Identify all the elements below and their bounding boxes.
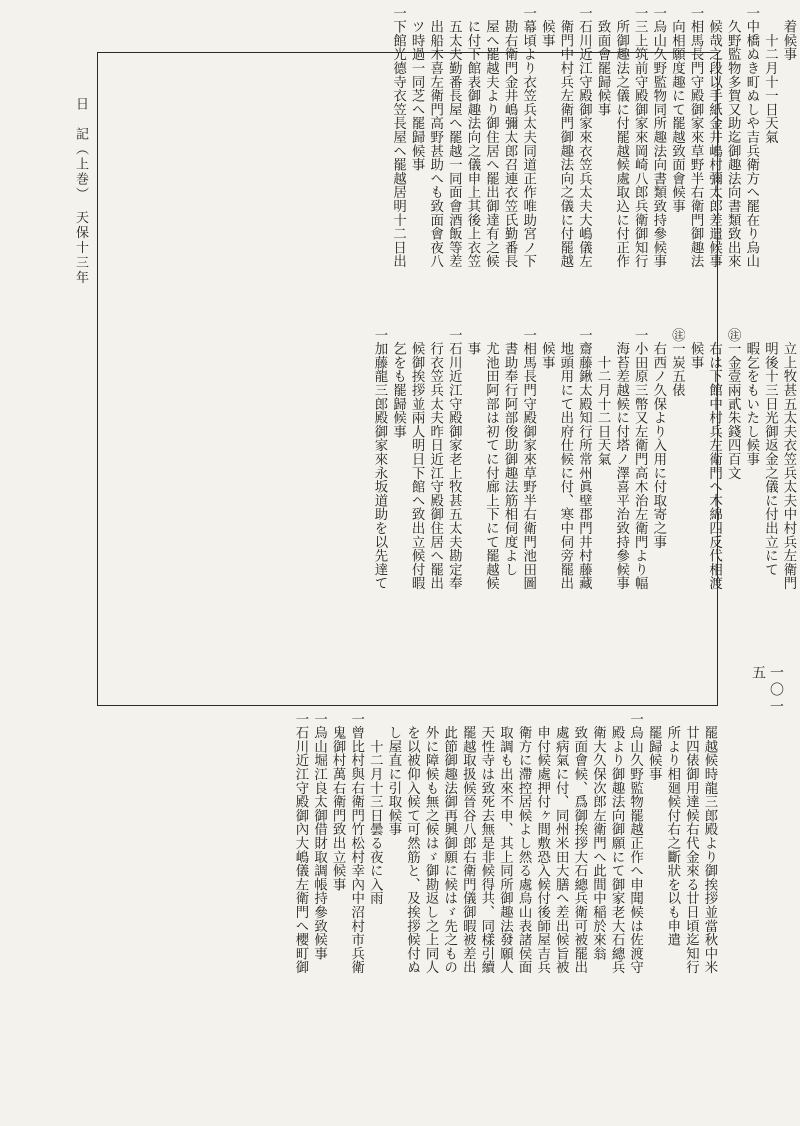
- text-column: 廿四俵御用達候右代金來る廿日頃迄知行: [683, 712, 699, 975]
- text-column: 殿より御趣法向御願にて御家老大石總兵: [609, 712, 625, 975]
- text-column: 一烏山久野監物同所趣法向書類致持參候事: [650, 6, 666, 269]
- text-column: 行衣笠兵太夫昨日近江守殿御住居へ罷出: [427, 328, 443, 591]
- text-column: 十二月十二日天氣: [595, 328, 611, 466]
- text-column: 久野監物多賀又助迄御趣法向書類致出來: [725, 6, 741, 269]
- text-column: 所より相廻候付右之斷狀を以も申遣: [664, 712, 680, 947]
- text-column: 取調も出來不申、其上同所御趣法發願人: [497, 712, 513, 975]
- text-column: 十二月十三日曇る夜に入雨: [367, 712, 383, 906]
- text-column: 一下館光德寺衣笠長屋へ罷越居明十二日出: [390, 6, 406, 269]
- upper-text-block: [100, 6, 797, 324]
- text-column: 一石川近江守殿御內大嶋儀左衛門へ櫻町御: [292, 712, 308, 975]
- text-column: 明後十三日光御返金之儀に付出立にて: [762, 328, 778, 577]
- text-column: 一烏山堀江良太御借財取調帳持參致候事: [311, 712, 327, 961]
- text-column: 罷歸候事: [646, 712, 662, 781]
- text-column: 候事: [539, 6, 555, 48]
- page-number: 一〇一五: [750, 665, 784, 716]
- text-column: 暇乞をもいたし候事: [743, 328, 759, 466]
- text-column: 屋へ罷越夫より御住居へ罷出御達有之候: [483, 6, 499, 269]
- text-column: 乞をも罷歸候事: [390, 328, 406, 439]
- text-column: 罷越候時龍三郎殿より御挨拶並當秋中米: [702, 712, 717, 975]
- running-header: 日 記（上巻） 天保十三年: [73, 97, 88, 286]
- text-column: 書助奉行阿部俊助御趣法筋相伺度よし: [502, 328, 518, 577]
- text-column: 五太夫勤番長屋へ罷越一同面會酒飯等差: [446, 6, 462, 269]
- text-column: 右は下館中村兵左衛門へ木綿四反代相渡: [706, 328, 722, 591]
- text-column: 着候事: [781, 6, 796, 62]
- text-column: 尤池田阿部は初てに付廊上下にて罷越候: [483, 328, 499, 591]
- text-column: 一齋藤鍬太殿知行所常州眞壁郡門井村藤藏: [576, 328, 592, 591]
- text-column: 右西ノ久保より入用に付取寄之事: [650, 328, 666, 549]
- text-column: 天性寺は致死去無是非候得共、同樣引續: [478, 712, 494, 975]
- text-column: 一曾比村與右衛門竹松村幸內中沼村市兵衛: [348, 712, 364, 975]
- text-column: 外に障候も無之候はゞ御勘返し之上同人: [423, 712, 439, 975]
- text-column: 衛門中村兵左衛門御趣法向之儀に付罷越: [557, 6, 573, 269]
- text-column: を以被仰入候て可然筋と、及挨拶候付ぬ: [404, 712, 420, 975]
- text-column: 一相馬長門守殿御家來草野半右衛門御趣法: [688, 6, 704, 269]
- text-column: 致面會候、爲御挨拶大石總兵衛可被罷出: [571, 712, 587, 975]
- text-column: 此節御趣法御再興御願に候はゞ先之もの: [441, 712, 457, 975]
- text-column: 候御挨拶並兩人明日下館へ致出立候付暇: [409, 328, 425, 591]
- text-column: ㊟一金壹兩貳朱錢四百文: [725, 328, 741, 480]
- text-column: 海苔差越候に付塔ノ澤喜平治致持參候事: [613, 328, 629, 591]
- text-column: 致面會罷歸候事: [595, 6, 611, 117]
- text-column: 一中橋ぬき町ぬしや吉兵衛方へ罷在り烏山: [743, 6, 759, 269]
- text-column: 一石川近江守殿御家老上牧甚五太夫勘定奉: [446, 328, 462, 591]
- text-column: 罷越取扱候晉谷八郎右衛門儀御暇被差出: [460, 712, 476, 975]
- text-column: に付下館表御趣法向之儀申上其後上衣笠: [464, 6, 480, 269]
- text-column: 一烏山久野監物罷越正作へ申聞候は佐渡守: [627, 712, 643, 975]
- text-column: 衛大久保次郎左衛門へ此間中稲於來翁: [590, 712, 606, 961]
- text-column: 鬼御村萬右衛門致出立候事: [330, 712, 346, 892]
- text-column: 候事: [688, 328, 704, 370]
- text-column: ツ時過一同芝へ罷歸候事: [409, 6, 425, 172]
- text-column: し屋直に引取候事: [385, 712, 401, 837]
- text-column: 立上牧甚五太夫衣笠兵太夫中村兵左衛門: [781, 328, 796, 591]
- text-column: 地頭用にて出府仕候に付、寒中伺旁罷出: [557, 328, 573, 591]
- text-column: 出船木喜左衛門高野甚助へも致面會夜八: [427, 6, 443, 269]
- text-column: 申付候處押付ヶ間敷恐入候付後師屋吉兵: [534, 712, 550, 975]
- text-column: 一幕頃より衣笠兵太夫同道正作唯助宮ノ下: [520, 6, 536, 269]
- text-column: 衛方に滯控居候よし然る處烏山表諸侯面: [516, 712, 532, 975]
- text-column: 一小田原三幣又左衛門高木治左衛門より幅: [632, 328, 648, 591]
- text-column: 一三上筑前守殿御家來岡崎八郎兵衛御知行: [632, 6, 648, 269]
- text-column: ㊟一炭五俵: [669, 328, 685, 397]
- text-column: 所御趣法之儀に付罷越候處取込に付正作: [613, 6, 629, 269]
- text-column: 一石川近江守殿御家來衣笠兵太夫大嶋儀左: [576, 6, 592, 269]
- text-column: 一加藤龍三郎殿御家來永坂道助を以先達て: [371, 328, 387, 591]
- text-column: 處病氣に付、同州米田大膳へ差出候旨被: [553, 712, 569, 975]
- text-column: 勘右衛門金井嶋彌太郎召連衣笠氏勤番長: [502, 6, 518, 269]
- lower-text-block: [100, 328, 797, 646]
- text-column: 候哉之段以手紙金井嶋村彌太郎差遣候事: [706, 6, 722, 269]
- text-column: 候事: [539, 328, 555, 370]
- text-column: 向相願度趣にて罷越致面會候事: [669, 6, 685, 213]
- continuation-text-block: [100, 712, 718, 1112]
- text-column: 一相馬長門守殿御家來草野半右衛門池田圖: [520, 328, 536, 591]
- text-column: 事: [464, 328, 480, 356]
- text-column: 十二月十一日天氣: [762, 6, 778, 144]
